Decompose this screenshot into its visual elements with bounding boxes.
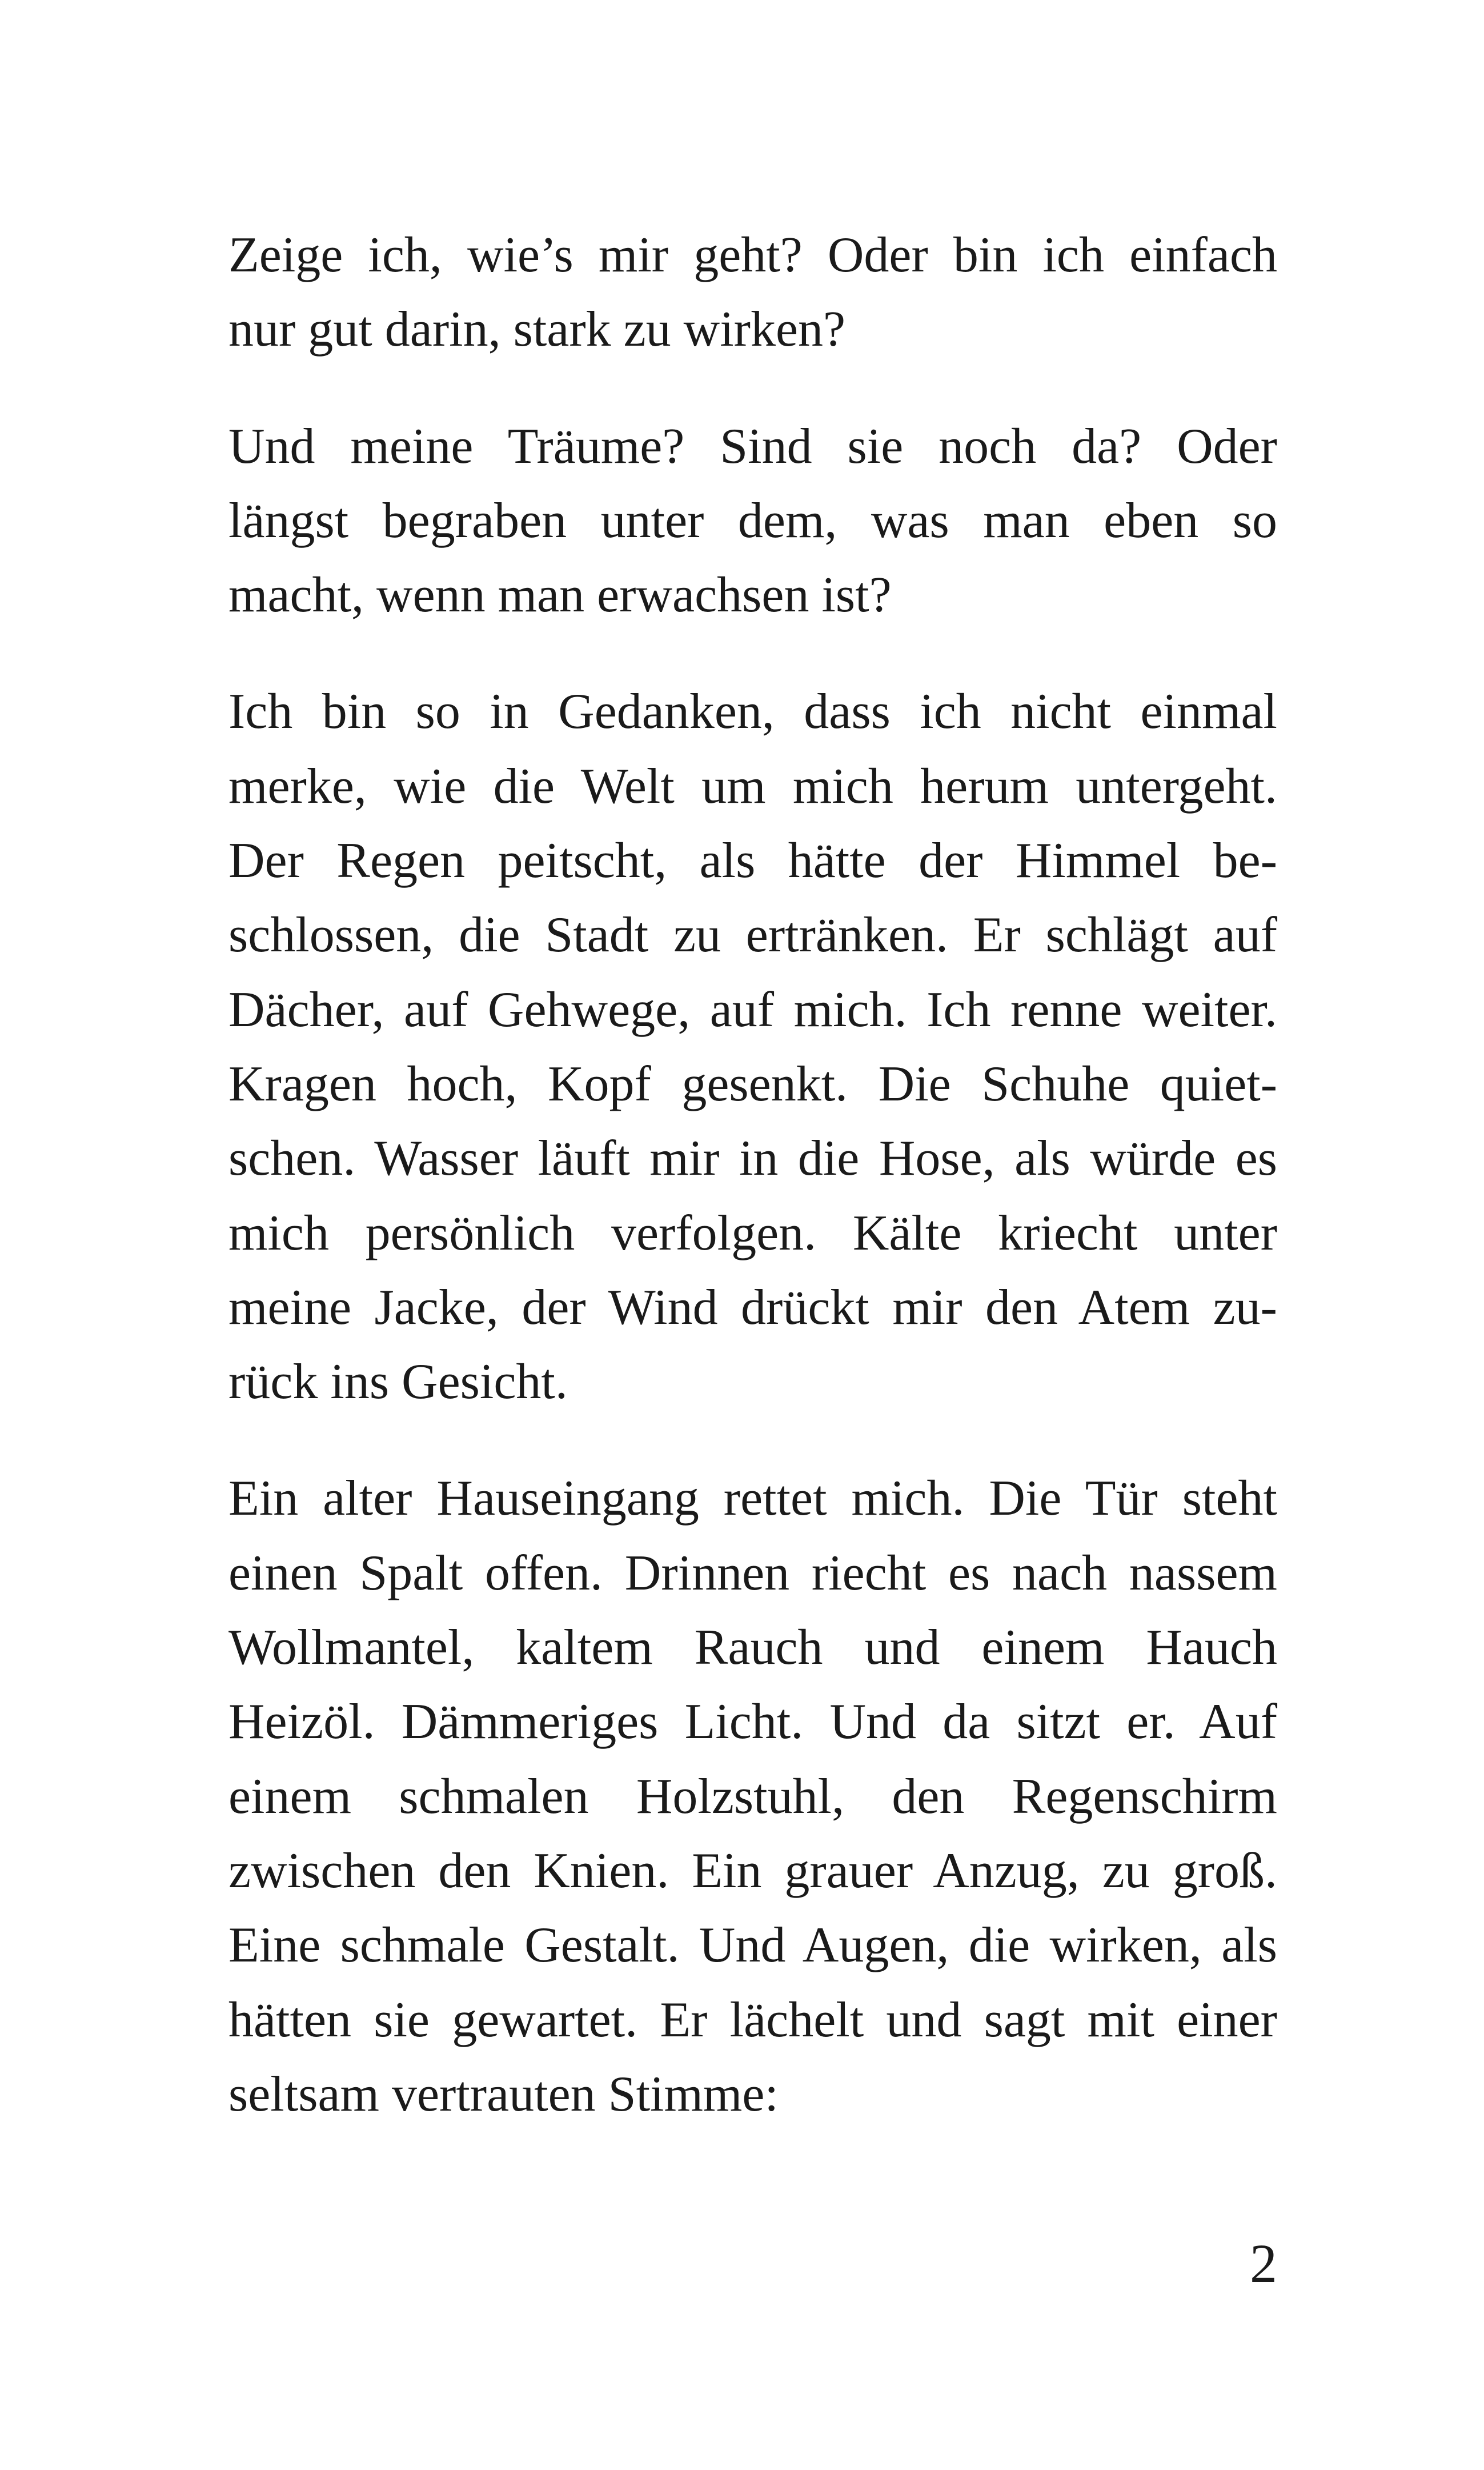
text-line: hätten sie gewartet. Er lächelt und sagt mit einer	[228, 1992, 1277, 2048]
paragraph-4	[228, 1462, 1277, 2132]
page-number: 2	[1250, 2233, 1277, 2294]
text-line: rück ins Gesicht.	[228, 1354, 568, 1410]
text-line: Heizöl. Dämmeriges Licht. Und da sitzt er. Auf	[228, 1694, 1277, 1750]
text-line: macht, wenn man erwachsen ist?	[228, 567, 892, 623]
text-line: schlossen, die Stadt zu ertränken. Er schlägt auf	[228, 907, 1277, 963]
paragraph-3	[228, 675, 1277, 1419]
text-line: meine Jacke, der Wind drückt mir den Atem zu-	[228, 1279, 1277, 1335]
paragraph-1	[228, 218, 1277, 367]
text-line: Der Regen peitscht, als hätte der Himmel be-	[228, 833, 1277, 889]
text-line: einen Spalt offen. Drinnen riecht es nach nassem	[228, 1545, 1277, 1601]
text-line: mich persönlich verfolgen. Kälte kriecht unter	[228, 1205, 1277, 1261]
text-line: Wollmantel, kaltem Rauch und einem Hauch	[228, 1620, 1277, 1676]
text-line: Dächer, auf Gehwege, auf mich. Ich renne weiter.	[228, 982, 1277, 1038]
paragraph-2	[228, 410, 1277, 633]
text-line: Zeige ich, wie’s mir geht? Oder bin ich einfach	[228, 227, 1277, 283]
body-text	[228, 218, 1277, 2174]
text-line: Eine schmale Gestalt. Und Augen, die wirken, als	[228, 1917, 1277, 1973]
text-line: längst begraben unter dem, was man eben so	[228, 493, 1277, 549]
text-line: merke, wie die Welt um mich herum untergeht.	[228, 758, 1277, 814]
text-line: nur gut darin, stark zu wirken?	[228, 302, 846, 358]
text-line: Ein alter Hauseingang rettet mich. Die Tür steht	[228, 1471, 1277, 1527]
text-line: einem schmalen Holzstuhl, den Regenschirm	[228, 1768, 1277, 1824]
text-line: Ich bin so in Gedanken, dass ich nicht einmal	[228, 684, 1277, 740]
text-line: seltsam vertrauten Stimme:	[228, 2066, 779, 2122]
text-line: zwischen den Knien. Ein grauer Anzug, zu groß.	[228, 1843, 1277, 1899]
text-line: schen. Wasser läuft mir in die Hose, als würde es	[228, 1131, 1277, 1187]
text-line: Kragen hoch, Kopf gesenkt. Die Schuhe quiet-	[228, 1056, 1277, 1112]
text-line: Und meine Träume? Sind sie noch da? Oder	[228, 418, 1277, 474]
